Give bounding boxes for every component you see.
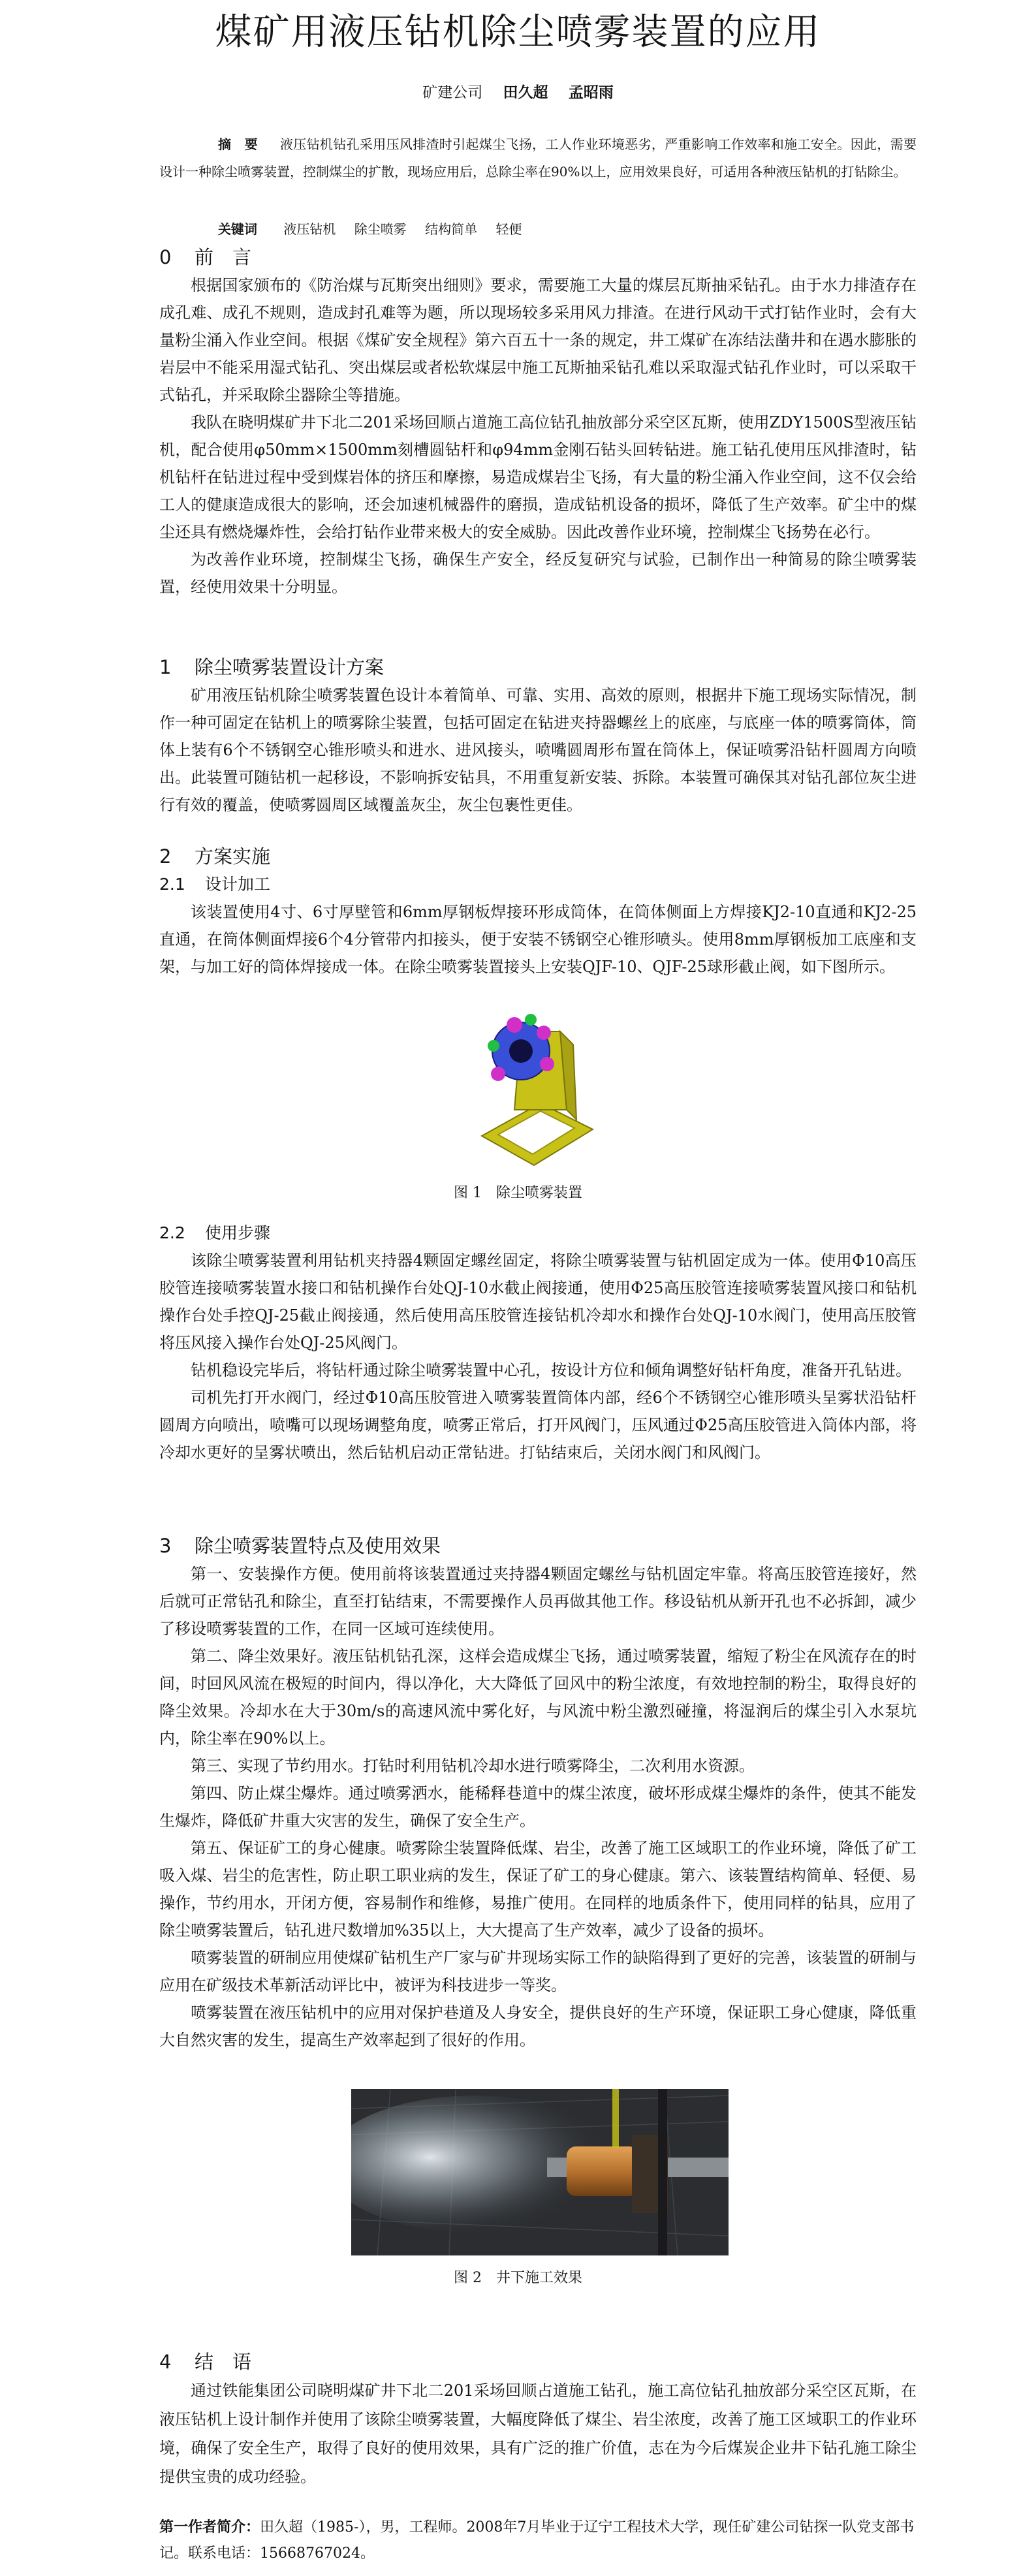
keyword: 除尘喷雾 [354,221,407,237]
paragraph: 第二、降尘效果好。液压钻机钻孔深，这样会造成煤尘飞扬，通过喷雾装置，缩短了粉尘在风流存在的时间，时回风风流在极短的时间内，得以净化，大大降低了回风中的粉尘浓度，有效地控制的粉尘，取得良好的降尘效果。冷却水在大于30m/s的高速风流中雾化好，与风流中粉尘激烈碰撞，将湿润后的煤尘引入水泵坑内，除尘率在90%以上。 [159,1647,917,1748]
section-title: 结 语 [195,2351,252,2373]
hose [658,2089,667,2255]
device-nozzle [507,1017,522,1033]
keyword: 结构简单 [425,221,478,237]
author-line [0,80,1036,106]
author-name: 田久超 [503,84,548,101]
paragraph: 钻机稳设完毕后，将钻杆通过除尘喷雾装置中心孔，按设计方位和倾角调整好钻杆角度，准备开孔钻进。 [191,1361,911,1379]
section-number: 1 [159,656,172,678]
paper-title: 煤矿用液压钻机除尘喷雾装置的应用 [215,11,821,54]
device-nozzle [491,1067,505,1081]
device-valve-connector [525,1014,537,1026]
affiliation: 矿建公司 [422,84,483,101]
section-body-1 [159,682,917,819]
paragraph: 喷雾装置在液压钻机中的应用对保护巷道及人身安全，提供良好的生产环境，保证职工身心健康，降低重大自然灾害的发生，提高生产效率起到了很好的作用。 [159,2003,917,2049]
section-body-4 [159,2376,917,2491]
paragraph: 喷雾装置的研制应用使煤矿钻机生产厂家与矿井现场实际工作的缺陷得到了更好的完善，该装置的研制与应用在矿级技术革新活动评比中，被评为科技进步一等奖。 [159,1949,917,1994]
abstract-text: 液压钻机钻孔采用压风排渣时引起煤尘飞扬，工人作业环境恶劣，严重影响工作效率和施工安全。因此，需要设计一种除尘喷雾装置，控制煤尘的扩散，现场应用后，总除尘率在90%以上，应用效果良好，可适用各种液压钻机的打钻除尘。 [159,136,917,180]
section-heading-3 [159,1531,917,1560]
subsection-heading-2-2 [159,1219,917,1247]
author-name: 孟昭雨 [568,84,614,101]
paragraph: 该装置使用4寸、6寸厚壁管和6mm厚钢板焊接环形成筒体，在筒体侧面上方焊接KJ2-10直通和KJ2-25直通，在筒体侧面焊接6个4分管带内扣接头，便于安装不锈钢空心锥形喷头。使用8mm厚钢板加工底座和支架，与加工好的筒体焊接成一体。在除尘喷雾装置接头上安装QJF-10、QJF-25球形截止阀，如下图所示。 [159,903,917,976]
keyword: 轻便 [495,221,522,237]
device-nozzle [537,1026,551,1040]
spray-barrel [567,2146,638,2196]
keywords [159,215,917,243]
subsection-body-2-2 [159,1247,917,1466]
section-number: 3 [159,1535,172,1557]
section-body-3 [159,1560,917,2054]
section-heading-2 [159,842,917,871]
paragraph: 司机先打开水阀门，经过Φ10高压胶管进入喷雾装置筒体内部，经6个不锈钢空心锥形喷头呈雾状沿钻杆圆周方向喷出，喷嘴可以现场调整角度，喷雾正常后，打开风阀门，压风通过Φ25高压胶管进入筒体内部，将冷却水更好的呈雾状喷出，然后钻机启动正常钻进。打钻结束后，关闭水阀门和风阀门。 [159,1389,917,1462]
subsection-number: 2.2 [159,1223,185,1242]
bio-label: 第一作者简介： [159,2519,260,2536]
subsection-heading-2-1 [159,871,917,898]
section-heading-1 [159,653,917,682]
paragraph: 第三、实现了节约用水。打钻时利用钻机冷却水进行喷雾降尘，二次利用水资源。 [191,1757,755,1775]
section-heading-0 [159,243,917,272]
subsection-number: 2.1 [159,875,185,894]
paragraph: 第五、保证矿工的身心健康。喷雾除尘装置降低煤、岩尘，改善了施工区域职工的作业环境，降低了矿工吸入煤、岩尘的危害性，防止职工职业病的发生，保证了矿工的身心健康。第六、该装置结构简单、轻便、易操作，节约用水，开闭方便，容易制作和维修，易推广使用。在同样的地质条件下，使用同样的钻具，应用了除尘喷雾装置后，钻孔进尺数增加%35以上，大大提高了生产效率，减少了设备的损坏。 [159,1839,917,1940]
section-heading-4 [159,2348,917,2376]
section-number: 2 [159,845,172,868]
figure-2-caption: 图 2 井下施工效果 [454,2270,582,2286]
keywords-label: 关键词 [218,221,257,237]
keyword: 液压钻机 [283,221,336,237]
abstract-label: 摘 要 [218,136,258,152]
figure-2-site-photo [351,2089,729,2255]
subsection-body-2-1 [159,898,917,981]
paragraph: 矿用液压钻机除尘喷雾装置色设计本着简单、可靠、实用、高效的原则，根据井下施工现场实际情况，制作一种可固定在钻机上的喷雾除尘装置，包括可固定在钻进夹持器螺丝上的底座，与底座一体的喷雾筒体，筒体上装有6个不锈钢空心锥形喷头和进水、进风接头，喷嘴圆周形布置在筒体上，保证喷雾沿钻杆圆周方向喷出。此装置可随钻机一起移设，不影响拆安钻具，不用重复新安装、拆除。本装置可确保其对钻孔部位灰尘进行有效的覆盖，使喷雾圆周区域覆盖灰尘，灰尘包裹性更佳。 [159,686,917,814]
section-body-0 [159,272,917,601]
paragraph: 我队在晓明煤矿井下北二201采场回顺占道施工高位钻孔抽放部分采空区瓦斯，使用ZDY1500S型液压钻机，配合使用φ50mm×1500mm刻槽圆钻杆和φ94mm金刚石钻头回转钻进。施工钻孔使用压风排渣时，钻机钻杆在钻进过程中受到煤岩体的挤压和摩擦，易造成煤岩尘飞扬，有大量的粉尘涌入作业空间，这不仅会给工人的健康造成很大的影响，还会加速机械器件的磨损，造成钻机设备的损坏，降低了生产效率。矿尘中的煤尘还具有燃烧爆炸性，会给打钻作业带来极大的安全威胁。因此改善作业环境，控制煤尘飞扬势在必行。 [159,413,917,541]
subsection-title: 使用步骤 [205,1223,271,1242]
author-bio [159,2515,917,2567]
device-center-hole [509,1039,533,1063]
paragraph: 第四、防止煤尘爆炸。通过喷雾洒水，能稀释巷道中的煤尘浓度，破坏形成煤尘爆炸的条件，使其不能发生爆炸，降低矿井重大灾害的发生，确保了安全生产。 [159,1784,917,1830]
section-title: 前 言 [195,246,252,268]
bio-text: 田久超（1985-），男，工程师。2008年7月毕业于辽宁工程技术大学，现任矿建公司钻探一队党支部书记。联系电话：15668767024。 [159,2519,915,2562]
paragraph: 根据国家颁布的《防治煤与瓦斯突出细则》要求，需要施工大量的煤层瓦斯抽采钻孔。由于水力排渣存在成孔难、成孔不规则，造成封孔难等为题，所以现场较多采用风力排渣。在进行风动干式打钻作业时，会有大量粉尘涌入作业空间。根据《煤矿安全规程》第六百五十一条的规定，井工煤矿在冻结法凿井和在遇水膨胀的岩层中不能采用湿式钻孔、突出煤层或者松软煤层中施工瓦斯抽采钻孔难以采取湿式钻孔作业时，可以采取干式钻孔，并采取除尘器除尘等措施。 [159,276,917,404]
paragraph: 该除尘喷雾装置利用钻机夹持器4颗固定螺丝固定，将除尘喷雾装置与钻机固定成为一体。使用Φ10高压胶管连接喷雾装置水接口和钻机操作台处QJ-10水截止阀接通，使用Φ25高压胶管连接喷雾装置风接口和钻机操作台处手控QJ-25截止阀接通，然后使用高压胶管连接钻机冷却水和操作台处QJ-10水阀门，使用高压胶管将压风接入操作台处QJ-25风阀门。 [159,1251,917,1352]
paragraph: 通过铁能集团公司晓明煤矿井下北二201采场回顺占道施工钻孔，施工高位钻孔抽放部分采空区瓦斯，在液压钻机上设计制作并使用了该除尘喷雾装置，大幅度降低了煤尘、岩尘浓度，改善了施工区域职工的作业环境，确保了安全生产，取得了良好的使用效果，具有广泛的推广价值，志在为今后煤炭企业井下钻孔施工除尘提供宝贵的成功经验。 [159,2381,917,2486]
section-title: 方案实施 [195,845,271,868]
device-nozzle [540,1057,554,1071]
abstract [159,131,917,185]
figure-1-caption: 图 1 除尘喷雾装置 [454,1185,582,1201]
paragraph: 第一、安装操作方便。使用前将该装置通过夹持器4颗固定螺丝与钻机固定牢靠。将高压胶管连接好，然后就可正常钻孔和除尘，直至打钻结束，不需要操作人员再做其他工作。移设钻机从新开孔也不必拆卸，减少了移设喷雾装置的工作，在同一区域可连续使用。 [159,1565,917,1638]
device-valve-connector [488,1040,499,1052]
section-number: 4 [159,2351,172,2373]
section-title: 除尘喷雾装置设计方案 [195,656,385,678]
valve-pipe [612,2089,619,2148]
figure-1-dust-spray-device [469,1005,599,1169]
photo-illustration [351,2089,729,2255]
subsection-title: 设计加工 [205,875,271,894]
section-number: 0 [159,246,172,268]
paragraph: 为改善作业环境，控制煤尘飞扬，确保生产安全，经反复研究与试验，已制作出一种简易的除尘喷雾装置，经使用效果十分明显。 [159,550,917,596]
section-title: 除尘喷雾装置特点及使用效果 [195,1535,441,1557]
